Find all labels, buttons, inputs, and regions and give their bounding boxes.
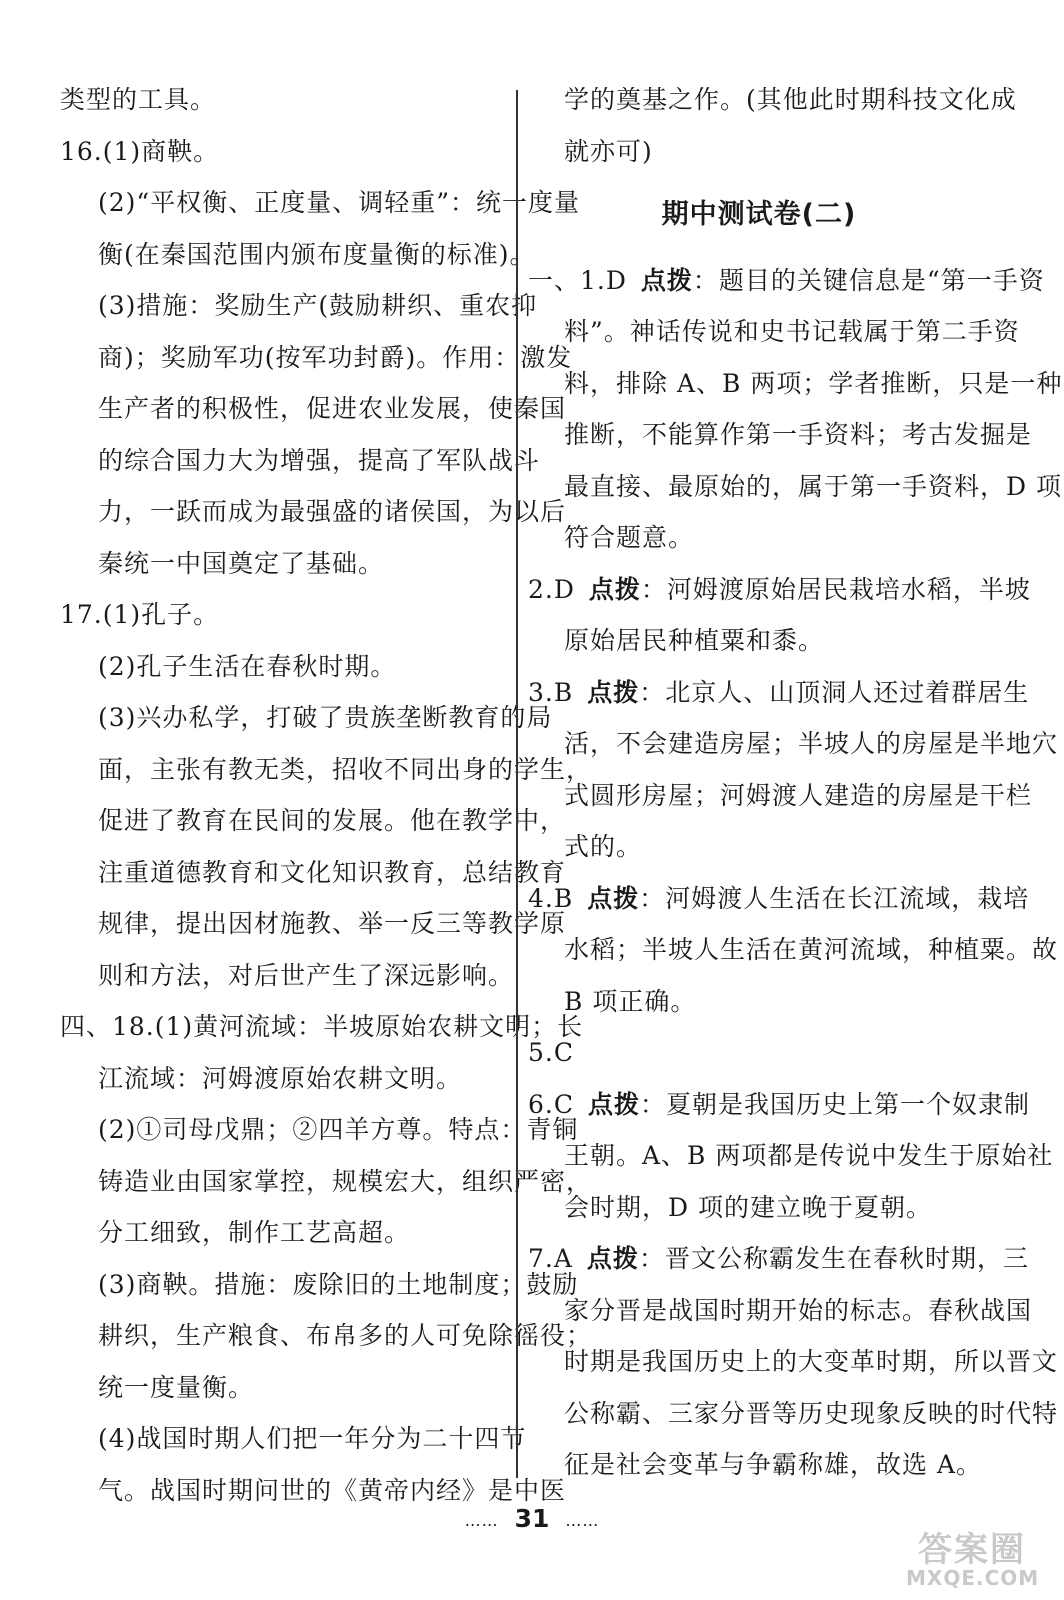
answer-4 [528,873,1030,925]
text-line: 耕织，生产粮食、布帛多的人可免除徭役； [98,1321,593,1350]
tip-label: 点拨 [640,265,693,295]
footer-dots-left: …… [464,1511,499,1530]
tip-label: 点拨 [587,883,640,913]
text-line: 王朝。A、B 两项都是传说中发生于原始社 [564,1141,1054,1170]
answer-text: ：河姆渡原始居民栽培水稻，半坡 [640,574,1031,604]
text-line: 料，排除 A、B 两项；学者推断，只是一种 [564,368,1063,398]
text-line: 类型的工具。 [60,85,217,114]
answer-3 [528,667,1030,719]
watermark-logo [904,1522,1054,1594]
text-line: 面，主张有教无类，招收不同出身的学生， [98,754,593,784]
answer-number: 6.C [528,1089,574,1119]
answer-text: ：题目的关键信息是“第一手资 [692,265,1045,295]
answer-number: 2.D [528,574,575,604]
answer-5: 5.C [528,1038,574,1067]
text-line: (3)措施：奖励生产(鼓励耕织、重农抑 [98,291,538,320]
answer-number: 一、1.D [528,265,627,295]
text-line: 时期是我国历史上的大变革时期，所以晋文 [564,1347,1059,1376]
text-line: 原始居民种植粟和黍。 [564,626,825,655]
text-line: (3)兴办私学，打破了贵族垄断教育的局 [98,703,553,732]
text-line: 江流域：河姆渡原始农耕文明。 [98,1063,463,1093]
right-column [528,74,1063,1491]
answer-text: ：夏朝是我国历史上第一个奴隶制 [640,1089,1031,1119]
text-line: 活，不会建造房屋；半坡人的房屋是半地穴 [564,729,1059,758]
text-line: 公称霸、三家分晋等历史现象反映的时代特 [564,1398,1059,1428]
text-line: 家分晋是战国时期开始的标志。春秋战国 [564,1295,1033,1325]
answer-text: ：北京人、山顶洞人还过着群居生 [639,677,1030,707]
answer-2 [528,564,1031,616]
answer-number: 3.B [528,677,574,707]
text-line: 气。战国时期问世的《黄帝内经》是中医 [98,1475,567,1505]
text-line: 统一度量衡。 [98,1372,255,1402]
section-title: 期中测试卷(二) [661,199,857,230]
text-line: 力，一跃而成为最强盛的诸侯国，为以后 [98,497,567,526]
page-number: 31 [514,1504,550,1533]
tip-label: 点拨 [588,574,641,604]
tip-label: 点拨 [586,1244,639,1273]
text-line: 会时期，D 项的建立晚于夏朝。 [564,1192,932,1222]
question-17-label: 17.(1)孔子。 [60,600,220,629]
text-line: (3)商鞅。措施：废除旧的土地制度；鼓励 [98,1269,579,1299]
answer-text: ：河姆渡人生活在长江流域，栽培 [639,883,1030,913]
watermark-domain-text: MXQE.COM [906,1566,1040,1590]
text-line: 推断，不能算作第一手资料；考古发掘是 [564,420,1033,449]
text-line: 衡(在秦国范围内颁布度量衡的标准)。 [98,239,536,269]
text-line: 分工细致，制作工艺高超。 [98,1218,411,1247]
footer-dots-right: …… [565,1511,600,1530]
tip-label: 点拨 [587,677,640,707]
watermark-logo-text: 答案圈 [918,1530,1026,1570]
text-line: 铸造业由国家掌控，规模宏大，组织严密， [98,1166,593,1196]
text-line: (2)孔子生活在春秋时期。 [98,651,397,681]
text-line: 注重道德教育和文化知识教育，总结教育 [98,857,567,887]
text-line: 最直接、最原始的，属于第一手资料，D 项 [564,471,1062,501]
text-line: 符合题意。 [564,523,695,552]
text-line: 的综合国力大为增强，提高了军队战斗 [98,445,541,475]
text-line: 式圆形房屋；河姆渡人建造的房屋是干栏 [564,780,1033,810]
question-18-label: 四、18.(1)黄河流域：半坡原始农耕文明；长 [60,1012,584,1041]
answer-6 [528,1079,1031,1131]
question-16-label: 16.(1)商鞅。 [60,136,220,166]
text-line: 征是社会变革与争霸称雄，故选 A。 [564,1450,983,1479]
text-line: 式的。 [564,832,643,861]
text-line: 就亦可) [564,136,653,166]
text-line: 料”。神话传说和史书记载属于第二手资 [564,317,1020,346]
tip-label: 点拨 [587,1089,640,1119]
text-line: 生产者的积极性，促进农业发展，使秦国 [98,394,567,423]
text-line: 促进了教育在民间的发展。他在教学中， [98,806,567,835]
column-divider [516,90,518,1478]
text-line: 水稻；半坡人生活在黄河流域，种植粟。故 [564,935,1059,964]
text-line: 学的奠基之作。(其他此时期科技文化成 [564,85,1017,114]
text-line: 秦统一中国奠定了基础。 [98,548,385,578]
text-line: 规律，提出因材施教、举一反三等教学原 [98,909,567,938]
answer-7 [528,1233,1029,1285]
text-line: (2)“平权衡、正度量、调轻重”：统一度量 [98,188,580,217]
text-line: 则和方法，对后世产生了深远影响。 [98,960,515,990]
answer-1 [528,255,1045,307]
answer-text: ：晋文公称霸发生在春秋时期，三 [638,1244,1029,1273]
text-line: 商)；奖励军功(按军功封爵)。作用：激发 [98,342,573,372]
text-line: (4)战国时期人们把一年分为二十四节 [98,1424,527,1453]
answer-number: 4.B [528,883,574,913]
text-line: B 项正确。 [564,986,697,1016]
text-line: (2)①司母戊鼎；②四羊方尊。特点：青铜 [98,1115,579,1144]
answer-number: 7.A [528,1244,573,1273]
